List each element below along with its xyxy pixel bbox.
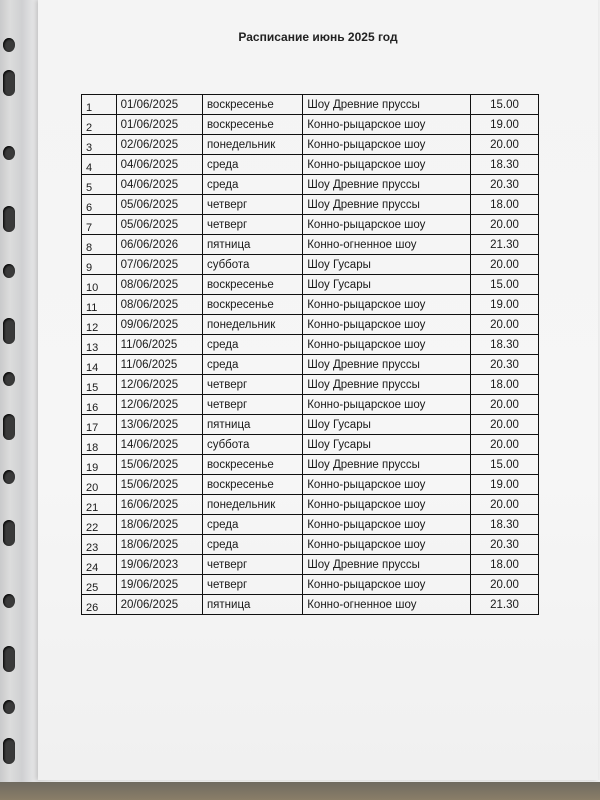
weekday-cell: четверг: [202, 215, 302, 235]
punch-hole: [3, 318, 15, 344]
row-number: 16: [82, 395, 117, 415]
time-cell: 20.30: [470, 175, 538, 195]
show-cell: Конно-рыцарское шоу: [303, 115, 471, 135]
table-row: [82, 475, 539, 495]
table-row: [82, 135, 539, 155]
row-number: 17: [82, 415, 117, 435]
date-cell: 04/06/2025: [116, 175, 202, 195]
row-number: 22: [82, 515, 117, 535]
table-row: [82, 535, 539, 555]
table-row: [82, 195, 539, 215]
table-row: [82, 515, 539, 535]
schedule-rows: [82, 95, 539, 615]
weekday-cell: четверг: [202, 395, 302, 415]
time-cell: 19.00: [470, 115, 538, 135]
row-number: 13: [82, 335, 117, 355]
table-row: [82, 295, 539, 315]
row-number: 14: [82, 355, 117, 375]
table-row: [82, 255, 539, 275]
weekday-cell: пятница: [202, 235, 302, 255]
time-cell: 15.00: [470, 95, 538, 115]
date-cell: 11/06/2025: [116, 335, 202, 355]
time-cell: 15.00: [470, 455, 538, 475]
date-cell: 01/06/2025: [116, 115, 202, 135]
time-cell: 18.00: [470, 555, 538, 575]
weekday-cell: четверг: [202, 555, 302, 575]
date-cell: 18/06/2025: [116, 515, 202, 535]
show-cell: Шоу Древние пруссы: [303, 195, 471, 215]
weekday-cell: воскресенье: [202, 115, 302, 135]
time-cell: 20.00: [470, 135, 538, 155]
date-cell: 15/06/2025: [116, 455, 202, 475]
show-cell: Конно-рыцарское шоу: [303, 335, 471, 355]
show-cell: Конно-рыцарское шоу: [303, 515, 471, 535]
time-cell: 20.00: [470, 315, 538, 335]
date-cell: 08/06/2025: [116, 295, 202, 315]
table-row: [82, 315, 539, 335]
weekday-cell: пятница: [202, 595, 302, 615]
time-cell: 19.00: [470, 295, 538, 315]
weekday-cell: среда: [202, 355, 302, 375]
weekday-cell: среда: [202, 515, 302, 535]
weekday-cell: понедельник: [202, 495, 302, 515]
date-cell: 05/06/2025: [116, 215, 202, 235]
time-cell: 20.00: [470, 395, 538, 415]
date-cell: 05/06/2025: [116, 195, 202, 215]
punch-hole: [3, 700, 15, 714]
show-cell: Конно-рыцарское шоу: [303, 135, 471, 155]
show-cell: Конно-рыцарское шоу: [303, 395, 471, 415]
date-cell: 14/06/2025: [116, 435, 202, 455]
row-number: 6: [82, 195, 117, 215]
row-number: 7: [82, 215, 117, 235]
table-row: [82, 235, 539, 255]
date-cell: 09/06/2025: [116, 315, 202, 335]
table-surface: [0, 782, 600, 800]
row-number: 9: [82, 255, 117, 275]
table-row: [82, 415, 539, 435]
date-cell: 18/06/2025: [116, 535, 202, 555]
time-cell: 18.00: [470, 195, 538, 215]
date-cell: 04/06/2025: [116, 155, 202, 175]
show-cell: Шоу Древние пруссы: [303, 175, 471, 195]
show-cell: Шоу Древние пруссы: [303, 95, 471, 115]
row-number: 4: [82, 155, 117, 175]
row-number: 11: [82, 295, 117, 315]
date-cell: 15/06/2025: [116, 475, 202, 495]
row-number: 19: [82, 455, 117, 475]
show-cell: Шоу Древние пруссы: [303, 555, 471, 575]
table-row: [82, 215, 539, 235]
date-cell: 07/06/2025: [116, 255, 202, 275]
time-cell: 21.30: [470, 595, 538, 615]
weekday-cell: пятница: [202, 415, 302, 435]
show-cell: Конно-рыцарское шоу: [303, 295, 471, 315]
table-row: [82, 575, 539, 595]
table-row: [82, 435, 539, 455]
show-cell: Конно-рыцарское шоу: [303, 315, 471, 335]
show-cell: Шоу Гусары: [303, 435, 471, 455]
time-cell: 20.00: [470, 215, 538, 235]
show-cell: Конно-рыцарское шоу: [303, 475, 471, 495]
time-cell: 20.00: [470, 495, 538, 515]
time-cell: 18.30: [470, 335, 538, 355]
show-cell: Шоу Древние пруссы: [303, 375, 471, 395]
punch-hole: [3, 646, 15, 672]
time-cell: 15.00: [470, 275, 538, 295]
punch-hole: [3, 520, 15, 546]
show-cell: Шоу Древние пруссы: [303, 355, 471, 375]
time-cell: 20.00: [470, 255, 538, 275]
weekday-cell: суббота: [202, 255, 302, 275]
row-number: 24: [82, 555, 117, 575]
table-row: [82, 395, 539, 415]
date-cell: 16/06/2025: [116, 495, 202, 515]
weekday-cell: понедельник: [202, 135, 302, 155]
show-cell: Конно-рыцарское шоу: [303, 535, 471, 555]
table-row: [82, 455, 539, 475]
table-row: [82, 555, 539, 575]
show-cell: Конно-рыцарское шоу: [303, 155, 471, 175]
weekday-cell: понедельник: [202, 315, 302, 335]
row-number: 8: [82, 235, 117, 255]
page-title: Расписание июнь 2025 год: [238, 30, 398, 44]
time-cell: 20.00: [470, 415, 538, 435]
row-number: 1: [82, 95, 117, 115]
show-cell: Конно-рыцарское шоу: [303, 575, 471, 595]
weekday-cell: четверг: [202, 575, 302, 595]
weekday-cell: среда: [202, 155, 302, 175]
punch-hole: [3, 264, 15, 278]
date-cell: 20/06/2025: [116, 595, 202, 615]
punch-hole: [3, 414, 15, 440]
table-row: [82, 495, 539, 515]
weekday-cell: воскресенье: [202, 95, 302, 115]
row-number: 18: [82, 435, 117, 455]
show-cell: Шоу Гусары: [303, 275, 471, 295]
time-cell: 18.30: [470, 515, 538, 535]
weekday-cell: воскресенье: [202, 295, 302, 315]
weekday-cell: среда: [202, 175, 302, 195]
date-cell: 19/06/2025: [116, 575, 202, 595]
punch-hole: [3, 470, 15, 484]
time-cell: 19.00: [470, 475, 538, 495]
table-row: [82, 275, 539, 295]
show-cell: Конно-рыцарское шоу: [303, 495, 471, 515]
weekday-cell: четверг: [202, 375, 302, 395]
time-cell: 18.30: [470, 155, 538, 175]
schedule-table: [81, 94, 539, 615]
table-row: [82, 155, 539, 175]
row-number: 15: [82, 375, 117, 395]
date-cell: 11/06/2025: [116, 355, 202, 375]
table-row: [82, 375, 539, 395]
row-number: 12: [82, 315, 117, 335]
date-cell: 19/06/2023: [116, 555, 202, 575]
row-number: 23: [82, 535, 117, 555]
punch-hole: [3, 146, 15, 160]
time-cell: 20.00: [470, 435, 538, 455]
show-cell: Конно-рыцарское шоу: [303, 215, 471, 235]
table-row: [82, 355, 539, 375]
date-cell: 08/06/2025: [116, 275, 202, 295]
date-cell: 02/06/2025: [116, 135, 202, 155]
row-number: 2: [82, 115, 117, 135]
date-cell: 13/06/2025: [116, 415, 202, 435]
punch-hole: [3, 70, 15, 96]
time-cell: 20.30: [470, 355, 538, 375]
show-cell: Шоу Гусары: [303, 415, 471, 435]
row-number: 3: [82, 135, 117, 155]
weekday-cell: среда: [202, 535, 302, 555]
table-row: [82, 95, 539, 115]
punch-hole: [3, 738, 15, 764]
show-cell: Шоу Гусары: [303, 255, 471, 275]
show-cell: Конно-огненное шоу: [303, 235, 471, 255]
punch-hole: [3, 594, 15, 608]
weekday-cell: суббота: [202, 435, 302, 455]
row-number: 25: [82, 575, 117, 595]
punch-hole: [3, 372, 15, 386]
date-cell: 01/06/2025: [116, 95, 202, 115]
date-cell: 06/06/2026: [116, 235, 202, 255]
row-number: 26: [82, 595, 117, 615]
table-row: [82, 335, 539, 355]
table-row: [82, 595, 539, 615]
table-row: [82, 115, 539, 135]
time-cell: 21.30: [470, 235, 538, 255]
schedule-sheet: [38, 0, 598, 780]
punch-hole: [3, 38, 15, 52]
row-number: 10: [82, 275, 117, 295]
row-number: 20: [82, 475, 117, 495]
weekday-cell: воскресенье: [202, 455, 302, 475]
show-cell: Конно-огненное шоу: [303, 595, 471, 615]
weekday-cell: среда: [202, 335, 302, 355]
weekday-cell: четверг: [202, 195, 302, 215]
weekday-cell: воскресенье: [202, 475, 302, 495]
time-cell: 20.30: [470, 535, 538, 555]
time-cell: 20.00: [470, 575, 538, 595]
time-cell: 18.00: [470, 375, 538, 395]
row-number: 5: [82, 175, 117, 195]
weekday-cell: воскресенье: [202, 275, 302, 295]
row-number: 21: [82, 495, 117, 515]
date-cell: 12/06/2025: [116, 395, 202, 415]
punch-hole: [3, 206, 15, 232]
table-row: [82, 175, 539, 195]
date-cell: 12/06/2025: [116, 375, 202, 395]
show-cell: Шоу Древние пруссы: [303, 455, 471, 475]
